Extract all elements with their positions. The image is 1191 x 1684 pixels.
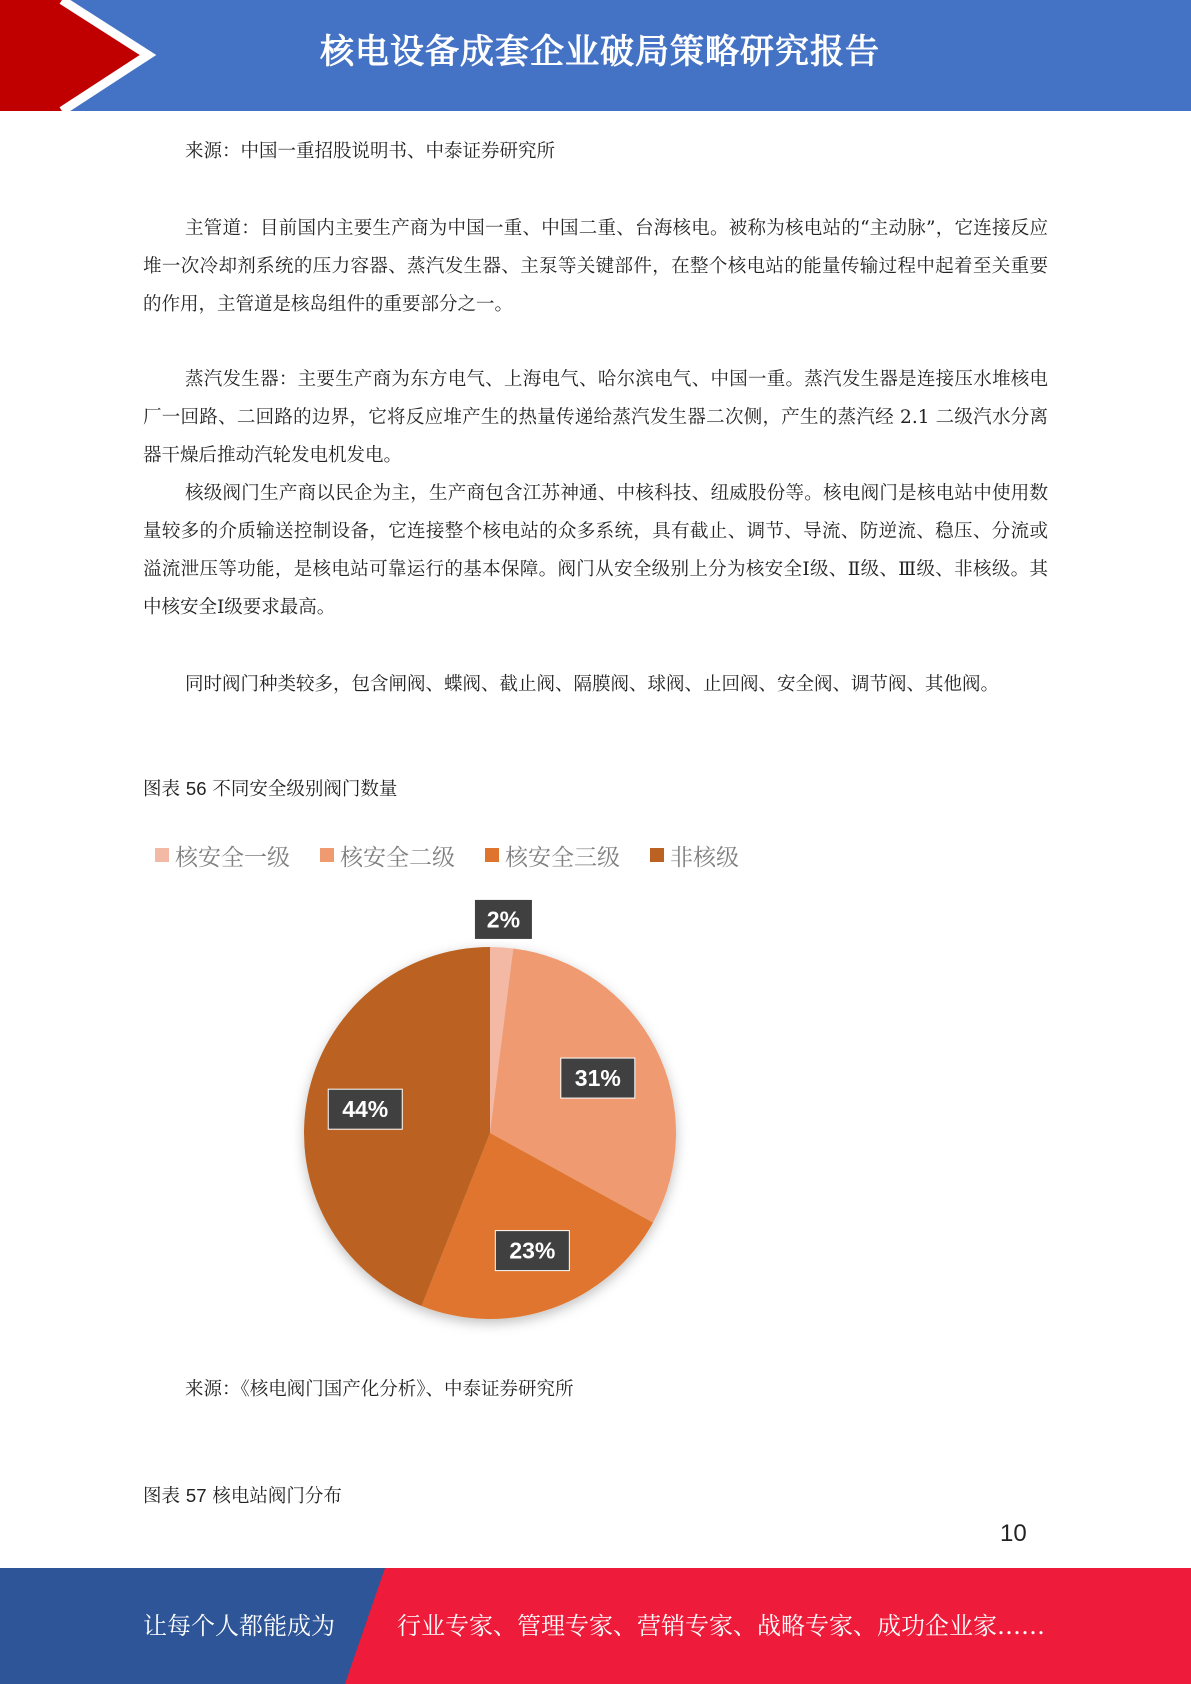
data-label-text: 2%: [486, 906, 521, 933]
legend-swatch: [650, 848, 664, 862]
legend-swatch: [155, 848, 169, 862]
legend-label: 核安全三级: [505, 844, 620, 871]
legend-item-level1: [155, 839, 290, 872]
legend-label: 核安全二级: [340, 844, 455, 871]
caption-text: 不同安全级别阀门数量: [212, 779, 398, 800]
chart-legend: [155, 840, 769, 870]
page-header: [0, 0, 1191, 111]
footer-slogan-left: 让每个人都能成为: [143, 1612, 335, 1640]
paragraph-nuclear-valve: 核级阀门生产商以民企为主，生产商包含江苏神通、中核科技、纽威股份等。核电阀门是核电站中使用数量较多的介质输送控制设备，它连接整个核电站的众多系统，具有截止、调节、导流、防逆流、稳压、分流或溢流泄压等功能，是核电站可靠运行的基本保障。阀门从安全级别上分为核安全Ⅰ级、Ⅱ级、Ⅲ级、非核级。其中核安全Ⅰ级要求最高。: [143, 483, 1048, 618]
caption-number: 56: [185, 778, 207, 799]
caption-text: 核电站阀门分布: [212, 1486, 342, 1507]
data-label-text: 44%: [342, 1096, 389, 1123]
source-note-1: 来源：中国一重招股说明书、中泰证券研究所: [185, 141, 556, 162]
paragraph-main-pipe: 主管道：目前国内主要生产商为中国一重、中国二重、台海核电。被称为核电站的“主动脉”，它连接反应堆一次冷却剂系统的压力容器、蒸汽发生器、主泵等关键部件，在整个核电站的能量传输过程中起着至关重要的作用，主管道是核岛组件的重要部分之一。: [143, 218, 1048, 315]
paragraph-valve-types: 同时阀门种类较多，包含闸阀、蝶阀、截止阀、隔膜阀、球阀、止回阀、安全阀、调节阀、其他阀。: [185, 674, 1000, 695]
page-number: 10: [1000, 1520, 1027, 1547]
legend-swatch: [485, 848, 499, 862]
pie-chart: [240, 880, 740, 1350]
figure-caption-57: [143, 1483, 342, 1510]
footer-slogan-right: 行业专家、管理专家、营销专家、战略专家、成功企业家……: [397, 1612, 1045, 1640]
pie-data-label: [495, 1231, 569, 1271]
pie-data-label: [474, 899, 532, 939]
paragraph-steam-generator: 蒸汽发生器：主要生产商为东方电气、上海电气、哈尔滨电气、中国一重。蒸汽发生器是连接压水堆核电厂一回路、二回路的边界，它将反应堆产生的热量传递给蒸汽发生器二次侧，产生的蒸汽经 2.1 二级汽水分离器干燥后推动汽轮发电机发电。: [143, 369, 1048, 466]
legend-item-level2: [320, 839, 455, 872]
data-label-text: 31%: [574, 1065, 621, 1092]
legend-swatch: [320, 848, 334, 862]
caption-prefix: 图表: [143, 1486, 181, 1507]
legend-item-level3: [485, 839, 620, 872]
pie-data-label: [561, 1058, 635, 1098]
page-footer: [0, 1568, 1191, 1684]
header-arrow-decoration: [0, 0, 200, 111]
figure-caption-56: [143, 776, 397, 803]
caption-prefix: 图表: [143, 779, 181, 800]
caption-number: 57: [185, 1485, 207, 1506]
source-note-2: 来源：《核电阀门国产化分析》、中泰证券研究所: [185, 1379, 574, 1400]
legend-label: 核安全一级: [175, 844, 290, 871]
pie-data-label: [328, 1089, 402, 1129]
report-title: 核电设备成套企业破局策略研究报告: [320, 32, 880, 72]
legend-item-non-nuclear: [650, 839, 739, 872]
data-label-text: 23%: [509, 1237, 556, 1264]
legend-label: 非核级: [670, 844, 739, 871]
